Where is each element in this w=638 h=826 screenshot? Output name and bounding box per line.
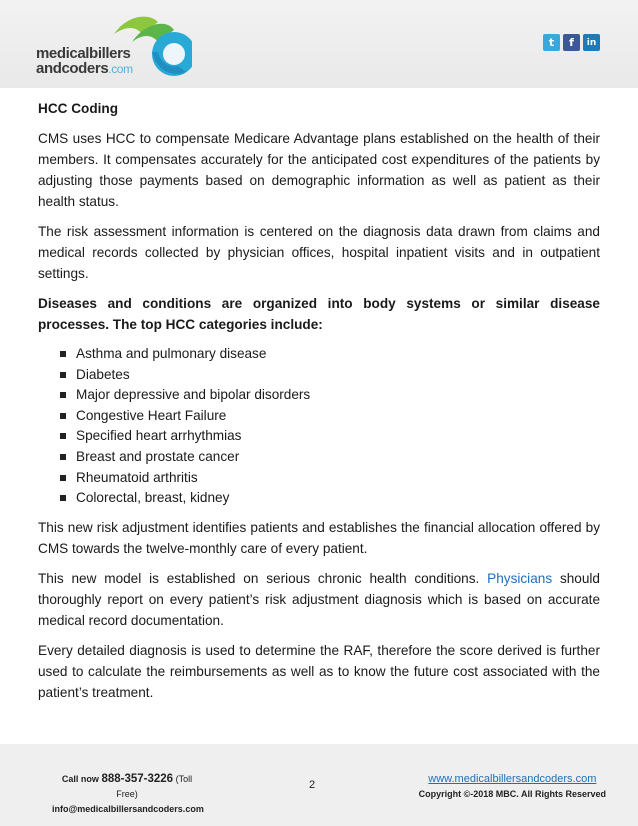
list-item: Specified heart arrhythmias [60,426,600,447]
list-item: Congestive Heart Failure [60,406,600,427]
list-item: Colorectal, breast, kidney [60,488,600,509]
copyright-text: Copyright ©-2018 MBC. All Rights Reserved [418,789,606,799]
list-item: Rheumatoid arthritis [60,468,600,489]
page-number: 2 [309,779,316,791]
article-body [38,98,600,712]
footer-site [419,772,606,802]
hcc-category-list [38,344,600,509]
paragraph-4 [38,568,600,631]
website-link[interactable]: www.medicalbillersandcoders.com [428,773,597,785]
paragraph-5: Every detailed diagnosis is used to determine the RAF, therefore the score derived is further used to calculate the reimbursements as well as to know the future cost associated with the patient’s treatment. [38,642,600,700]
footer-email[interactable]: info@medicalbillersandcoders.com [52,804,204,814]
logo-line2: andcoders [36,60,109,77]
article-heading: HCC Coding [38,101,119,116]
paragraph-4-end: should thoroughly report on every patient’s risk adjustment diagnosis which is based on accurate medical record documentation. [38,570,600,628]
twitter-icon[interactable]: t [543,34,560,51]
call-prefix: Call now [61,774,99,784]
page-footer [0,744,638,826]
paragraph-1: CMS uses HCC to compensate Medicare Advantage plans established on the health of their members. It compensates accurately for the anticipated cost expenditures of the patients by adjusting those payments based on demographic information as well as patient as their health status. [38,131,600,209]
toll-free-label: (Toll Free) [116,774,193,799]
paragraph-4-start: This new model is established on serious chronic health conditions. [38,570,480,586]
list-item: Asthma and pulmonary disease [60,344,600,365]
list-item: Major depressive and bipolar disorders [60,385,600,406]
logo-wordmark [36,46,133,77]
phone-number[interactable]: 888-357-3226 [101,773,174,785]
logo-suffix: .com [108,62,133,76]
logo-line1: medicalbillers [36,45,131,62]
footer-contact [52,772,202,817]
categories-lead: Diseases and conditions are organized into body systems or similar disease processes. The top HCC categories include: [38,296,600,332]
facebook-icon[interactable]: f [563,34,580,51]
social-links [543,34,600,51]
paragraph-3: This new risk adjustment identifies patients and establishes the financial allocation offered by CMS towards the twelve-monthly care of every patient. [38,519,600,556]
page-header [0,0,638,88]
brand-logo[interactable] [36,12,186,82]
list-item: Breast and prostate cancer [60,447,600,468]
linkedin-icon[interactable]: in [583,34,600,51]
physicians-link[interactable]: Physicians [487,570,553,586]
paragraph-2: The risk assessment information is centered on the diagnosis data drawn from claims and medical records collected by physician offices, hospital inpatient visits and in outpatient settings. [38,224,600,281]
list-item: Diabetes [60,365,600,386]
